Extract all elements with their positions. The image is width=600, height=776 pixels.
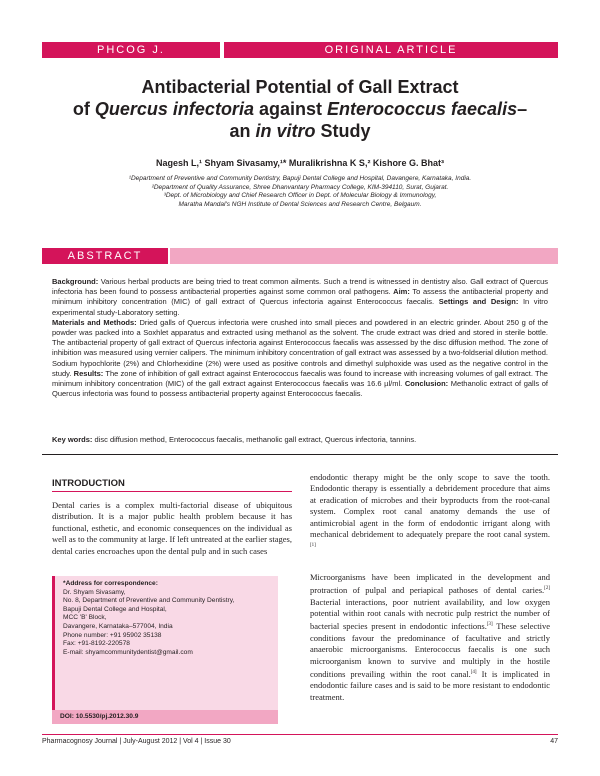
journal-short-label: PHCOG J. <box>42 42 220 58</box>
correspondence-email[interactable]: E-mail: shyamcommunitydentist@gmail.com <box>63 648 193 656</box>
intro-right-paragraph-1 <box>310 472 550 554</box>
citation-link[interactable]: [4] <box>470 669 477 675</box>
footer-journal: Pharmacognosy Journal | July-August 2012 | Vol 4 | Issue 30 <box>42 738 231 745</box>
title-text: – <box>517 99 528 119</box>
title-text: Study <box>315 121 371 141</box>
abstract-results: The zone of inhibition of gall extract against Enterococcus faecalis was found to increase with increasing volumes of gall extract. The minimum inhibitory concentration (MIC) of the gall extract against Enterococcus faecalis was 16.6 µl/ml. <box>52 368 548 389</box>
title-text: of <box>72 99 95 119</box>
correspondence-line: Phone number: +91 95902 35138 <box>63 631 162 639</box>
correspondence-line: Davangere, Karnataka–577004, India <box>63 622 173 630</box>
abstract-conclusion-label: Conclusion: <box>402 379 449 389</box>
citation-link[interactable]: [2] <box>544 586 550 592</box>
title-line-1: Antibacterial Potential of Gall Extract <box>141 77 459 97</box>
abstract-background: Various herbal products are being tried to treat common ailments. Such a trend is witnessed in dentistry also. Gall extract of Quercus infectoria has been found to possess antibacterial properties against some common oral pathogens. <box>52 277 548 297</box>
correspondence-line: Fax: +91-8192-220578 <box>63 640 130 648</box>
intro-right-paragraph-2 <box>310 572 550 703</box>
abstract-methods: Dried galls of Quercus infectoria were crushed into small pieces and powdered in an electric grinder. About 250 g of the powder was packed into a Soxhlet apparatus and extracted using methanol as the solvent. The crude extract was dried and stored in sterile bottle. The antibacterial property of gall extract of Quercus infectoria against Enterococcus faecalis was assessed by the disc diffusion method. The zone of inhibition was measured using vernier calipers. The minimum inhibitory concentration of gall extract was assessed by a two-foldserial dilution method. Sodium hypochlorite (2%) and Chlorhexidine (2%) were used as positive controls and dimethyl sulphoxide was used as the negative control in the study. <box>52 317 548 378</box>
footer-divider <box>42 734 558 735</box>
correspondence-line: No. 8, Department of Preventive and Community Dentistry, <box>63 597 235 605</box>
intro-left-paragraph: Dental caries is a complex multi-factorial disease of ubiquitous distribution. It is a major public health problem because it has functional, esthetic, and economic consequences on the individual as well as to the community at large. If left untreated at the earlier stages, dental caries encroaches upon the dental pulp and in such cases <box>52 500 292 556</box>
affiliation-line: ²Department of Quality Assurance, Shree Dhanvantary Pharmacy College, KIM-394110, Surat, Gujarat. <box>151 183 449 191</box>
affiliations <box>42 175 558 209</box>
title-line-2 <box>42 98 558 120</box>
keywords <box>52 435 548 444</box>
intro-text: Microorganisms have been implicated in the development and protraction of pulpal and periapical pathoses of dental caries. <box>310 572 550 596</box>
title-in-vitro: in vitro <box>255 121 316 141</box>
section-divider <box>42 454 558 455</box>
correspondence-line: MCC 'B' Block, <box>63 614 107 622</box>
abstract-banner <box>42 248 558 264</box>
title-text: against <box>253 99 327 119</box>
title-line-3 <box>42 120 558 142</box>
intro-text: These selective conditions favour the predominance of facultative and strictly anaerobic microorganisms. Enterococcus faecalis is one such microorganism known to survive and multiply in the hostile conditions prevailing within the root canal. <box>310 621 550 679</box>
doi-label[interactable]: DOI: 10.5530/pj.2012.30.9 <box>52 710 278 724</box>
intro-text: Bacterial interactions, poor nutrient availability, and low oxygen potential within root canals with necrotic pulp restrict the number of bacterial species present in endodontic infections. <box>310 596 550 632</box>
correspondence-line: Bapuji Dental College and Hospital, <box>63 605 167 613</box>
keywords-text: disc diffusion method, Enterococcus faecalis, methanolic gall extract, Quercus infectoria, tannins. <box>92 435 417 444</box>
correspondence-heading: *Address for correspondence: <box>63 580 158 587</box>
header-banner <box>42 42 558 58</box>
abstract-text <box>52 277 548 399</box>
affiliation-line: ³Dept. of Microbiology and Chief Research Officer in Dept. of Molecular Biology & Immunology, <box>163 192 437 200</box>
intro-text: endodontic therapy might be the only scope to save the tooth. Endodontic therapy is essentially a debridement procedure that aims at eradication of microbes and their byproducts from the root-canal system. Complex root canal anatomy demands the use of antimicrobial agent in the form of endodontic irrigant along with mechanical debridement to adequately prepare the root canal system. <box>310 472 550 540</box>
abstract-conclusion: Methanolic extract of galls of Quercus infectoria was found to possess antibacterial property against Enterococcus faecalis. <box>52 379 548 399</box>
abstract-methods-label: Materials and Methods: <box>52 317 137 327</box>
citation-link[interactable]: [3] <box>486 622 493 628</box>
introduction-heading: INTRODUCTION <box>52 478 292 492</box>
abstract-background-label: Background: <box>52 277 99 286</box>
abstract-bar <box>170 248 558 264</box>
abstract-settings: In vitro experimental study-Laboratory setting. <box>52 297 548 317</box>
correspondence-line: Dr. Shyam Sivasamy, <box>63 588 126 596</box>
author-list: Nagesh L,¹ Shyam Sivasamy,¹* Muralikrishna K S,² Kishore G. Bhat³ <box>156 158 444 168</box>
title-species-2: Enterococcus faecalis <box>326 99 518 119</box>
correspondence-box <box>52 576 278 714</box>
page-footer <box>42 738 558 745</box>
affiliation-line: ¹Department of Preventive and Community Dentistry, Bapuji Dental College and Hospital, Davangere, Karnataka, India. <box>128 175 472 182</box>
abstract-label: ABSTRACT <box>42 248 168 264</box>
title-text: an <box>229 121 256 141</box>
keywords-label: Key words: <box>52 435 93 444</box>
abstract-settings-label: Settings and Design: <box>434 297 519 307</box>
title-species-1: Quercus infectoria <box>94 99 254 119</box>
abstract-aim-label: Aim: <box>390 287 410 297</box>
article-title <box>42 76 558 142</box>
affiliation-line: Maratha Mandal's NGH Institute of Dental Sciences and Research Centre, Belgaum. <box>178 200 422 208</box>
citation-link[interactable]: [1] <box>310 543 316 549</box>
page-number: 47 <box>550 738 558 745</box>
abstract-results-label: Results: <box>71 368 104 378</box>
intro-text: It is implicated in endodontic failure cases and is said to be more resistant to endodontic treatment. <box>310 668 550 702</box>
abstract-aim: To assess the antibacterial property and minimum inhibitory concentration (MIC) of gall extract of Quercus infectoria against Enterococcus faecalis. <box>52 287 548 307</box>
section-label: ORIGINAL ARTICLE <box>224 42 558 58</box>
